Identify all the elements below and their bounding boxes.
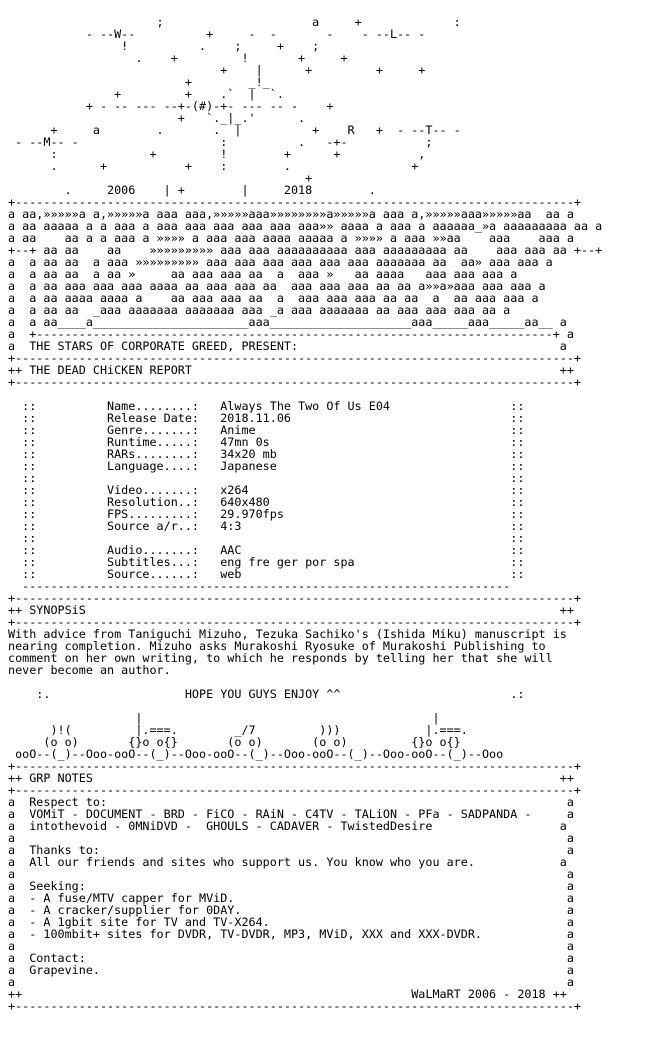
nfo-line: ++ WaLMaRT 2006 - 2018 ++ [8,987,567,1001]
nfo-line: (o o) {}o o{} (o o) (o o) {}o o{} [8,735,461,749]
nfo-line: a All our friends and sites who support us. You know who you are. a [8,855,567,869]
nfo-line: :: RARs........: 34x20 mb :: [8,447,525,461]
nfo-line: + - -- --- --+-(#)-+- --- -- - + [8,99,334,113]
nfo-line: a +-------------------------------------------------------------------------+ a [8,327,574,341]
nfo-line: a THE STARS OF CORPORATE GREED, PRESENT: a [8,339,567,353]
nfo-line: a - A cracker/supplier for 0DAY. a [8,903,574,917]
nfo-line: :: Runtime.....: 47mn 0s :: [8,435,525,449]
nfo-line: ++ GRP NOTES ++ [8,771,574,785]
nfo-line: a - 100mbit+ sites for DVDR, TV-DVDR, MP3, MViD, XXX and XXX-DVDR. a [8,927,574,941]
nfo-line: a Seeking: a [8,879,574,893]
nfo-line: +--+ aa aa aa »»»»»»»»» aaa aaa aaaaaaaaaa aaa aaaaaaaaa aa aaa aaa aa +--+ [8,243,603,257]
nfo-line: + | + + + [8,63,426,77]
nfo-line: ++ SYNOPSiS ++ [8,603,574,617]
nfo-line: +-------------------------------------------------------------------------------+ [8,783,582,797]
nfo-line: a a [8,831,574,845]
nfo-line: a Contact: a [8,951,574,965]
nfo-line: nearing completion. Mizuho asks Murakoshi Ryosuke of Murakoshi Publishing to [8,639,546,653]
nfo-line: a a aa aaaa aaaa a aa aaa aaa aa a aaa aaa aaa aa aa a aa aaa aaa a [8,291,539,305]
nfo-line: ! . ; + ; [8,39,320,53]
nfo-line: With advice from Taniguchi Mizuho, Tezuka Sachiko's (Ishida Miku) manuscript is [8,627,567,641]
nfo-line: + a . . | + R + - --T-- - [8,123,461,137]
nfo-line: +-------------------------------------------------------------------------------+ [8,591,582,605]
nfo-line: )!( |.===. _/7 ))) |.===. [8,723,468,737]
nfo-line: :: :: [8,531,525,545]
nfo-line: --------------------------------------------------------------------- [8,579,511,593]
nfo-line: :: Genre.......: Anime :: [8,423,525,437]
nfo-line: a intothevoid - 0MNiDVD - GHOULS - CADAVER - TwistedDesire a [8,819,567,833]
nfo-line: a Thanks to: a [8,843,574,857]
nfo-line: + `._|_.' . [8,111,306,125]
nfo-line: a Respect to: a [8,795,574,809]
nfo-line: a a aa aa a aa » aa aaa aaa aa a aaa » aa aaaa aaa aaa aaa a [8,267,518,281]
nfo-line: never become an author. [8,663,171,677]
nfo-line: ; a + : [8,15,461,29]
nfo-line: a - A 1gbit site for TV and TV-X264. a [8,915,574,929]
nfo-line: :: :: [8,471,525,485]
nfo-line: ++ THE DEAD CHiCKEN REPORT ++ [8,363,574,377]
nfo-line: a aa aaaaa a a aaa a aaa aaa aaa aaa aaa aaa»» aaaa a aaa a aaaaaa_»a aaaaaaaaa aa a [8,219,603,233]
nfo-line: a a aa____a______________________aaa____________________aaa_____aaa_____aa__ a [8,315,567,329]
nfo-line: a VOMiT - DOCUMENT - BRD - FiCO - RAiN - C4TV - TALiON - PFa - SADPANDA - a [8,807,574,821]
nfo-line: :: Source a/r..: 4:3 :: [8,519,525,533]
nfo-line: : + ! + + , [8,147,426,161]
nfo-line: +-------------------------------------------------------------------------------+ [8,999,582,1013]
nfo-line: :: Language....: Japanese :: [8,459,525,473]
nfo-line: +-------------------------------------------------------------------------------+ [8,759,582,773]
nfo-line: comment on her own writing, to which he responds by telling her that she will [8,651,553,665]
nfo-line: a a [8,975,574,989]
nfo-line: + [8,171,313,185]
nfo-line: a a aa aaa aaa aaa aaaa aa aaa aaa aa aaa aaa aaa aa aa a»»a»aaa aaa aaa a [8,279,546,293]
nfo-line: a aa,»»»»»a a,»»»»»a aaa aaa,»»»»»aaa»»»»»»»»a»»»»»a aaa a,»»»»»aaa»»»»»aa aa a [8,207,574,221]
nfo-line: a a aa aa _aaa aaaaaaa aaaaaaa aaa _a aaa aaaaaaa aa aaa aaa aaa aa a [8,303,511,317]
nfo-line: :: FPS.........: 29.970fps :: [8,507,525,521]
nfo-line: :: Source......: web :: [8,567,525,581]
nfo-line: a - A fuse/MTV capper for MViD. a [8,891,574,905]
nfo-line: . 2006 | + | 2018 . [8,183,376,197]
nfo-line: :: Video.......: x264 :: [8,483,525,497]
nfo-line: - --M-- - : . -+- ; [8,135,433,149]
nfo-line: +-------------------------------------------------------------------------------+ [8,375,582,389]
nfo-line: + _!_ [8,75,270,89]
nfo-line: :: Release Date: 2018.11.06 :: [8,411,525,425]
nfo-line: a Grapevine. a [8,963,574,977]
nfo-line: +-------------------------------------------------------------------------------+ [8,351,582,365]
nfo-line: :: Name........: Always The Two Of Us E04 :: [8,399,525,413]
nfo-line: + + .` | `. [8,87,284,101]
nfo-line: :. HOPE YOU GUYS ENJOY ^^ .: [8,687,525,701]
nfo-line: | | [8,711,440,725]
nfo-line: a aa aa a a aaa a »»»» a aaa aaa aaaa aaaaa a »»»» a aaa »»aa aaa aaa a [8,231,574,245]
nfo-line: . + + : . + [8,159,419,173]
nfo-line: . + ! + + [8,51,348,65]
nfo-line: +-------------------------------------------------------------------------------+ [8,615,582,629]
nfo-line: a a [8,867,574,881]
nfo-line: ooO--(_)--Ooo-ooO--(_)--Ooo-ooO--(_)--Ooo-ooO--(_)--Ooo-ooO--(_)--Ooo [8,747,504,761]
nfo-line: a a aa aa a aaa »»»»»»»»» aaa aaa aaa aaa aaa aaa aaaaaaa aa aa» aaa aaa a [8,255,553,269]
nfo-line: a a [8,939,574,953]
nfo-line: - --W-- + - - - - --L-- - [8,27,426,41]
nfo-line: :: Audio.......: AAC :: [8,543,525,557]
nfo-line: :: Subtitles...: eng fre ger por spa :: [8,555,525,569]
nfo-line: :: Resolution..: 640x480 :: [8,495,525,509]
nfo-line: +-------------------------------------------------------------------------------+ [8,195,582,209]
